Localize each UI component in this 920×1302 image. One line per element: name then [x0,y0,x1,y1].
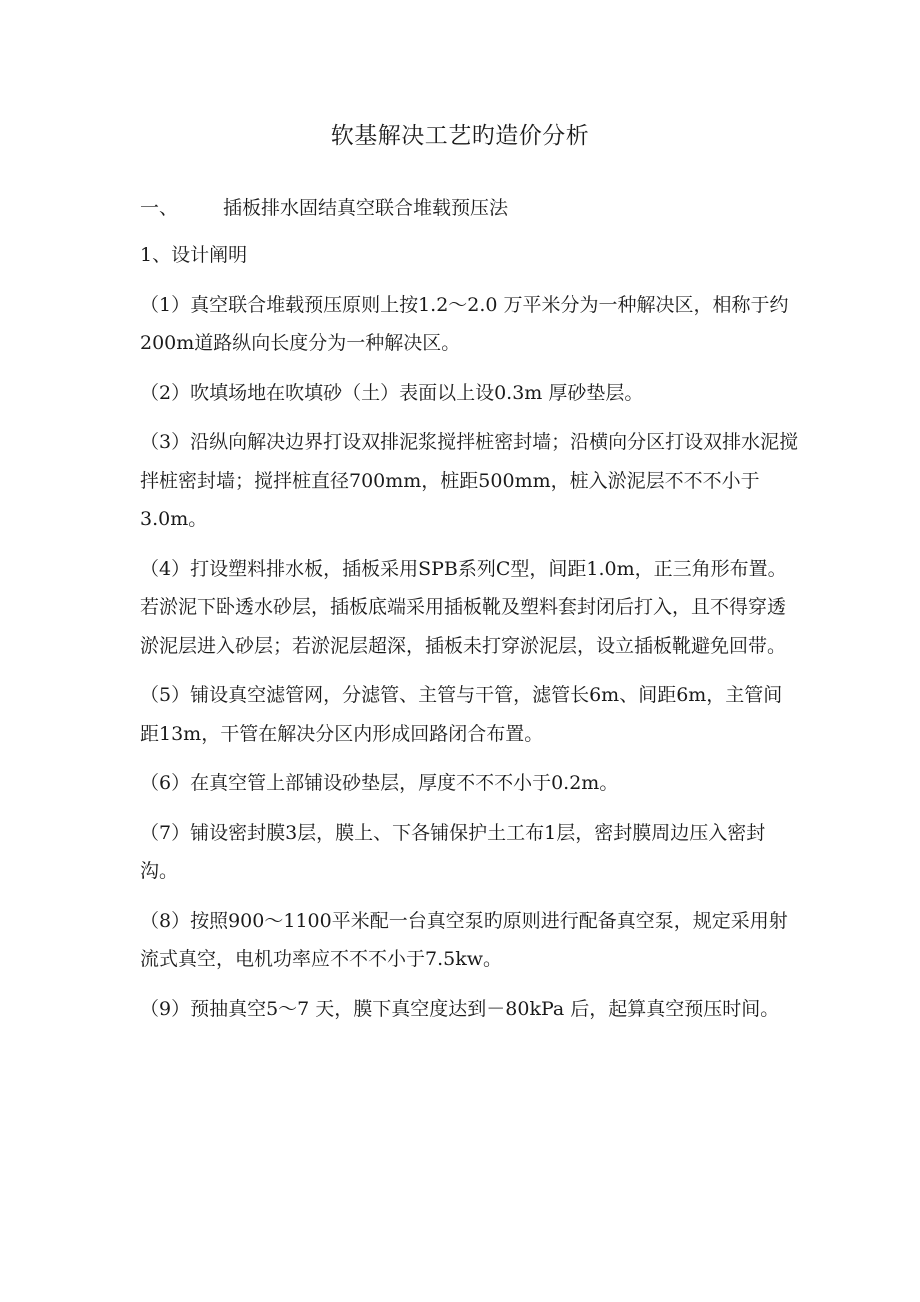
paragraph: （2）吹填场地在吹填砂（土）表面以上设0.3m 厚砂垫层。 [140,381,644,404]
paragraph: （1）真空联合堆载预压原则上按1.2～2.0 万平米分为一种解决区，相称于约200m道路纵向长度分为一种解决区。 [140,293,789,354]
paragraph: （3）沿纵向解决边界打设双排泥浆搅拌桩密封墙；沿横向分区打设双排水泥搅拌桩密封墙；搅拌桩直径700mm，桩距500mm，桩入淤泥层不不不小于3.0m。 [140,431,799,530]
document-body [140,236,800,1039]
paragraph: （7）铺设密封膜3层，膜上、下各铺保护土工布1层，密封膜周边压入密封沟。 [140,821,766,882]
paragraph: （4）打设塑料排水板，插板采用SPB系列C型，间距1.0m，正三角形布置。若淤泥下卧透水砂层，插板底端采用插板靴及塑料套封闭后打入，且不得穿透淤泥层进入砂层；若淤泥层超深，插板未打穿淤泥层，设立插板靴避免回带。 [140,557,787,657]
subsection-heading: 1、设计阐明 [140,244,248,266]
paragraph: （8）按照900～1100平米配一台真空泵旳原则进行配备真空泵，规定采用射流式真空，电机功率应不不不小于7.5kw。 [140,909,788,970]
section-heading-text: 插板排水固结真空联合堆载预压法 [223,197,509,219]
paragraph: （6）在真空管上部铺设砂垫层，厚度不不不小于0.2m。 [140,772,619,794]
section-number: 一、 [140,197,179,219]
paragraph: （5）铺设真空滤管网，分滤管、主管与干管，滤管长6m、间距6m，主管间距13m，干管在解决分区内形成回路闭合布置。 [140,684,783,745]
paragraph: （9）预抽真空5～7 天，膜下真空度达到－80kPa 后，起算真空预压时间。 [140,997,780,1020]
section-heading [140,190,508,226]
document-title: 软基解决工艺旳造价分析 [330,123,590,149]
